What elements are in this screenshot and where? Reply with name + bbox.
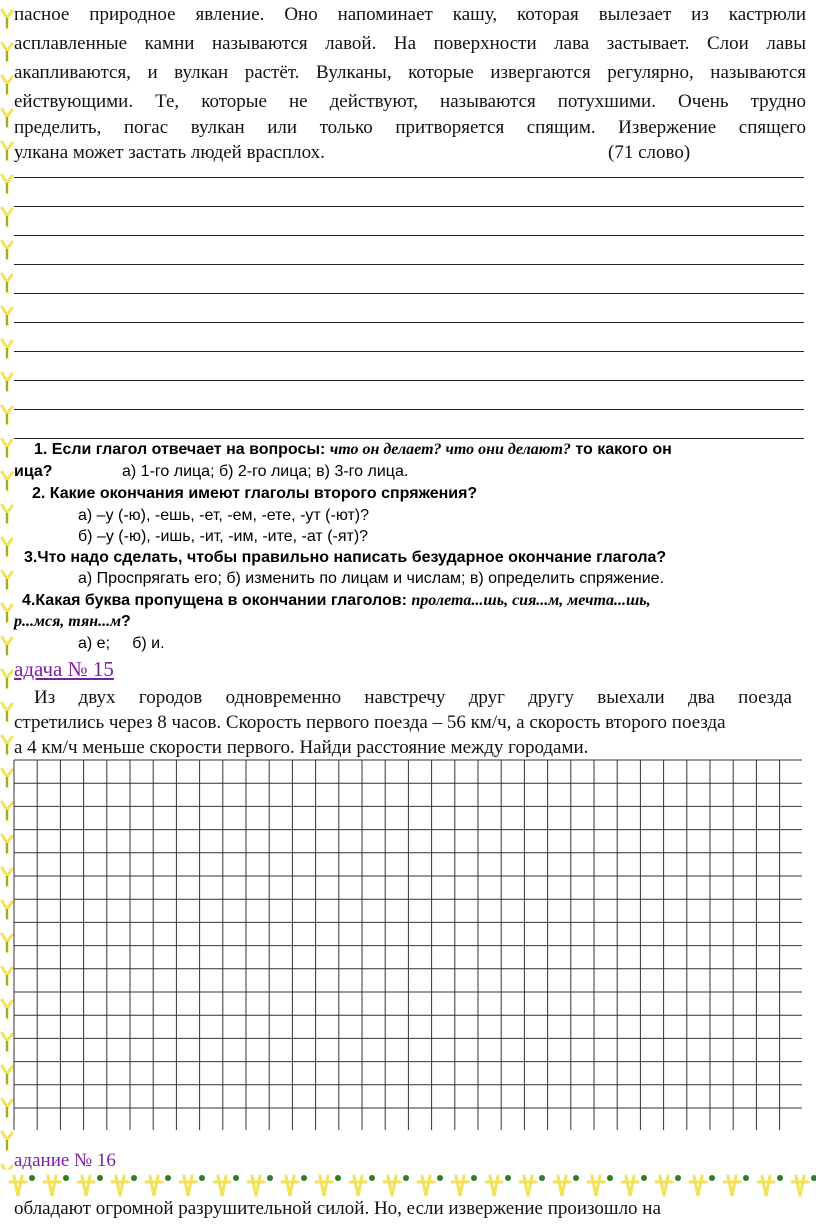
border-sprout-icon [2, 241, 12, 259]
border-sprout-icon [2, 373, 12, 391]
task-15-line: Из двух городов одновременно навстречу друг другу выехали два поезда [34, 687, 792, 708]
question-4-answers: а) е; б) и. [78, 635, 165, 652]
border-sprout-icon [2, 406, 12, 424]
border-sprout-icon [2, 472, 12, 490]
question-1: 1. Если глагол отвечает на вопросы: что он делает? что они делают? то какого он [34, 441, 672, 458]
border-sprout-icon [2, 769, 12, 787]
border-sprout-icon [2, 868, 12, 886]
question-2-option-b: б) –у (-ю), -ишь, -ит, -им, -ите, -ат (-ят)? [78, 528, 369, 545]
border-sprout-icon [2, 10, 12, 28]
border-figure-icon [656, 1175, 681, 1196]
border-sprout-icon [2, 1099, 12, 1117]
passage-line: пасное природное явление. Оно напоминает кашу, которая вылезает из кастрюли [14, 4, 806, 25]
border-sprout-icon [2, 175, 12, 193]
task-16-heading: адание № 16 [14, 1150, 116, 1171]
decorative-bottom-border [0, 1170, 816, 1200]
border-figure-icon [690, 1175, 715, 1196]
border-sprout-icon [2, 1033, 12, 1051]
border-figure-icon [418, 1175, 443, 1196]
border-sprout-icon [2, 1066, 12, 1084]
border-figure-icon [792, 1175, 816, 1196]
border-sprout-icon [2, 901, 12, 919]
next-page-text: обладают огромной разрушительной силой. Но, если извержение произошло на [14, 1198, 661, 1219]
border-sprout-icon [2, 142, 12, 160]
border-figure-icon [214, 1175, 239, 1196]
writing-line[interactable] [14, 264, 804, 265]
border-figure-icon [316, 1175, 341, 1196]
passage-line: акапливаются, и вулкан растёт. Вулканы, которые извергаются регулярно, называются [14, 62, 806, 83]
writing-line[interactable] [14, 177, 804, 178]
border-figure-icon [622, 1175, 647, 1196]
border-figure-icon [758, 1175, 783, 1196]
writing-line[interactable] [14, 380, 804, 381]
question-1-answers: а) 1-го лица; б) 2-го лица; в) 3-го лица. [122, 463, 409, 480]
question-4-cont: р...мся, тян...м? [14, 613, 131, 630]
border-figure-icon [724, 1175, 749, 1196]
border-sprout-icon [2, 835, 12, 853]
border-figure-icon [554, 1175, 579, 1196]
border-figure-icon [180, 1175, 205, 1196]
border-sprout-icon [2, 1132, 12, 1150]
question-1-cont: ица? [14, 463, 53, 480]
passage-line: улкана может застать людей врасплох. [14, 142, 325, 163]
border-sprout-icon [2, 637, 12, 655]
border-figure-icon [146, 1175, 171, 1196]
border-sprout-icon [2, 604, 12, 622]
border-sprout-icon [2, 934, 12, 952]
question-4: 4.Какая буква пропущена в окончании глаголов: пролета...шь, сия...м, мечта...шь, [22, 592, 651, 609]
question-3: 3.Что надо сделать, чтобы правильно написать безударное окончание глагола? [24, 549, 667, 566]
border-sprout-icon [2, 208, 12, 226]
decorative-left-border [0, 0, 14, 1170]
border-sprout-icon [2, 571, 12, 589]
border-figure-icon [350, 1175, 375, 1196]
border-figure-icon [10, 1175, 35, 1196]
writing-line[interactable] [14, 409, 804, 410]
border-figure-icon [452, 1175, 477, 1196]
border-sprout-icon [2, 43, 12, 61]
task-15-line: стретились через 8 часов. Скорость первого поезда – 56 км/ч, а скорость второго поезда [14, 713, 726, 732]
border-sprout-icon [2, 1000, 12, 1018]
border-sprout-icon [2, 703, 12, 721]
border-figure-icon [520, 1175, 545, 1196]
writing-line[interactable] [14, 206, 804, 207]
question-2-option-a: а) –у (-ю), -ешь, -ет, -ем, -ете, -ут (-ют)? [78, 507, 370, 524]
border-sprout-icon [2, 439, 12, 457]
word-count: (71 слово) [608, 142, 691, 163]
border-sprout-icon [2, 109, 12, 127]
writing-line[interactable] [14, 293, 804, 294]
border-figure-icon [112, 1175, 137, 1196]
border-sprout-icon [2, 538, 12, 556]
border-sprout-icon [2, 505, 12, 523]
writing-line[interactable] [14, 322, 804, 323]
passage-line: асплавленные камни называются лавой. На поверхности лава застывает. Слои лавы [14, 33, 806, 54]
question-3-answers: а) Проспрягать его; б) изменить по лицам и числам; в) определить спряжение. [78, 570, 665, 587]
question-2: 2. Какие окончания имеют глаголы второго спряжения? [32, 485, 478, 502]
border-sprout-icon [2, 802, 12, 820]
writing-line[interactable] [14, 351, 804, 352]
border-sprout-icon [2, 967, 12, 985]
border-sprout-icon [2, 307, 12, 325]
border-figure-icon [78, 1175, 103, 1196]
border-sprout-icon [2, 670, 12, 688]
border-sprout-icon [2, 340, 12, 358]
border-figure-icon [282, 1175, 307, 1196]
task-15-line: а 4 км/ч меньше скорости первого. Найди расстояние между городами. [14, 737, 589, 758]
border-figure-icon [588, 1175, 613, 1196]
writing-line[interactable] [14, 438, 804, 439]
writing-line[interactable] [14, 235, 804, 236]
border-sprout-icon [2, 76, 12, 94]
border-figure-icon [486, 1175, 511, 1196]
border-figure-icon [384, 1175, 409, 1196]
task-15-heading: адача № 15 [14, 657, 114, 681]
passage-line: ействующими. Те, которые не действуют, называются потухшими. Очень трудно [14, 91, 806, 112]
border-sprout-icon [2, 274, 12, 292]
passage-line: пределить, погас вулкан или только притворяется спящим. Извержение спящего [14, 117, 806, 138]
border-sprout-icon [2, 736, 12, 754]
border-figure-icon [248, 1175, 273, 1196]
border-figure-icon [44, 1175, 69, 1196]
